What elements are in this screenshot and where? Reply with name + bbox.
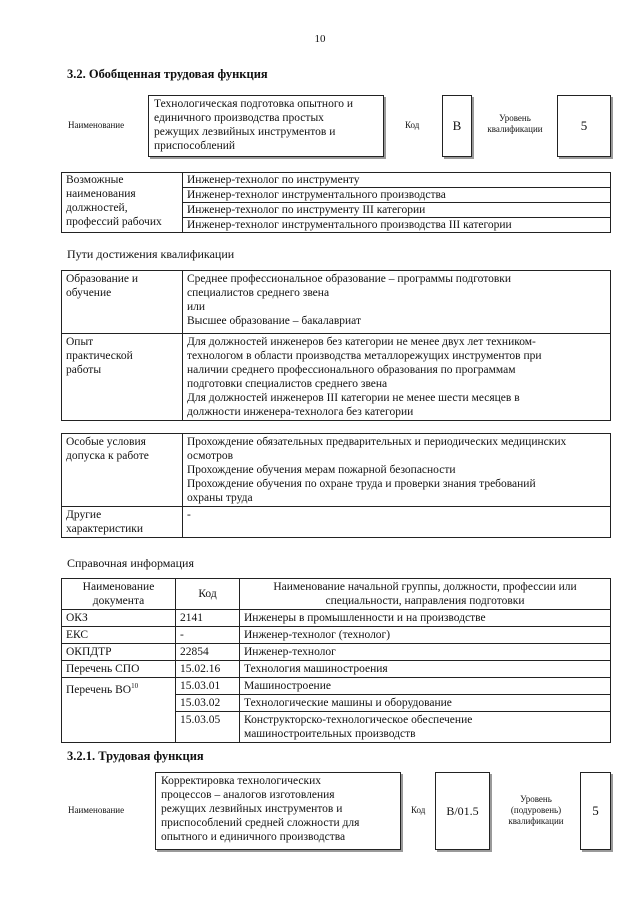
subsection-name-line: процессов – аналогов изготовления — [161, 789, 335, 801]
level-label-line: квалификации — [487, 124, 543, 134]
subsection-name-line: приспособлений средней сложности для — [161, 817, 360, 829]
ref-name: Машиностроение — [240, 678, 611, 695]
ref-name-line: машиностроительных производств — [244, 728, 416, 740]
education-line: или — [187, 301, 206, 313]
positions-label-line: Возможные — [66, 174, 124, 186]
subsection-level-line: Уровень — [520, 794, 552, 804]
education-value — [183, 271, 611, 334]
subsection-code-label: Код — [411, 805, 426, 815]
experience-label-line: работы — [66, 364, 102, 376]
position-item: Инженер-технолог по инструменту — [183, 173, 610, 188]
ref-code: 22854 — [176, 644, 240, 661]
special-conditions-label — [62, 434, 183, 507]
special-line: осмотров — [187, 450, 234, 462]
other-characteristics-label — [62, 507, 183, 538]
reference-table — [61, 578, 611, 743]
table-row — [62, 644, 611, 661]
ref-name: Инженеры в промышленности и на производстве — [240, 610, 611, 627]
positions-label-line: профессий рабочих — [66, 216, 162, 228]
experience-line: подготовки специалистов среднего звена — [187, 378, 388, 390]
ref-code: 15.02.16 — [176, 661, 240, 678]
education-line: специалистов среднего звена — [187, 287, 330, 299]
subsection-name-box — [155, 772, 401, 850]
ref-name: Инженер-технолог (технолог) — [240, 627, 611, 644]
vo-doc-text: Перечень ВО — [66, 683, 132, 696]
positions-label-line: наименования — [66, 188, 136, 200]
subsection-level-line: (подуровень) — [510, 805, 562, 815]
reference-header-code: Код — [176, 579, 240, 610]
subsection-code-value: B/01.5 — [435, 772, 490, 850]
special-line: Прохождение обучения мерам пожарной безопасности — [187, 464, 456, 476]
experience-line: должности инженера-технолога без категории — [187, 406, 414, 418]
special-label-line: допуска к работе — [66, 450, 149, 462]
subsection-name-line: режущих лезвийных инструментов и — [161, 803, 343, 815]
position-item: Инженер-технолог по инструменту III категории — [183, 203, 610, 218]
page-number: 10 — [314, 33, 326, 45]
experience-label-line: Опыт — [66, 336, 94, 348]
paths-title: Пути достижения квалификации — [67, 247, 235, 261]
function-name-line: Технологическая подготовка опытного и — [154, 98, 354, 110]
ref-doc: ЕКС — [62, 627, 176, 644]
experience-line: технологом в области производства металлорежущих инструментов при — [187, 350, 542, 362]
ref-name: Технологические машины и оборудование — [240, 695, 611, 712]
subsection-name-label: Наименование — [68, 805, 125, 815]
level-label-line: Уровень — [499, 113, 531, 123]
subsection-level-label — [496, 794, 576, 827]
special-line: Прохождение обучения по охране труда и проверки знания требований — [187, 478, 536, 490]
ref-code: 15.03.01 — [176, 678, 240, 695]
header-doc-line: Наименование — [82, 581, 155, 593]
experience-label-line: практической — [66, 350, 133, 362]
education-label-line: Образование и — [66, 273, 139, 285]
table-row — [62, 678, 611, 695]
ref-name-line: Конструкторско-технологическое обеспечение — [244, 714, 473, 726]
ref-code: 15.03.02 — [176, 695, 240, 712]
ref-doc: ОКЗ — [62, 610, 176, 627]
ref-doc: Перечень СПО — [62, 661, 176, 678]
reference-title: Справочная информация — [67, 556, 194, 570]
experience-line: Для должностей инженеров без категории не менее двух лет техником- — [187, 336, 536, 348]
level-value: 5 — [557, 95, 611, 157]
paths-table — [61, 270, 611, 421]
conditions-table — [61, 433, 611, 538]
other-label-line: Другие — [66, 509, 102, 521]
function-name-line: единичного производства простых — [154, 112, 324, 124]
level-label — [478, 113, 552, 135]
code-value: B — [442, 95, 472, 157]
table-row — [62, 661, 611, 678]
ref-name: Инженер-технолог — [240, 644, 611, 661]
section-title: 3.2. Обобщенная трудовая функция — [67, 67, 268, 81]
ref-name — [240, 712, 611, 743]
ref-name: Технология машиностроения — [240, 661, 611, 678]
experience-value — [183, 334, 611, 421]
header-doc-line: документа — [92, 595, 145, 607]
header-name-line: Наименование начальной группы, должности, профессии или — [273, 581, 577, 593]
table-row — [62, 610, 611, 627]
other-characteristics-value: - — [183, 507, 611, 538]
ref-doc-vo — [62, 678, 176, 743]
reference-header-doc — [62, 579, 176, 610]
education-label — [62, 271, 183, 334]
ref-code: - — [176, 627, 240, 644]
experience-label — [62, 334, 183, 421]
education-line: Среднее профессиональное образование – программы подготовки — [187, 273, 512, 285]
subsection-name-line: Корректировка технологических — [161, 775, 322, 787]
special-label-line: Особые условия — [66, 436, 146, 448]
position-item: Инженер-технолог инструментального производства III категории — [187, 219, 512, 231]
code-label: Код — [405, 120, 420, 130]
subsection-name-line: опытного и единичного производства — [161, 831, 346, 843]
positions-list — [183, 173, 611, 233]
special-line: Прохождение обязательных предварительных и периодических медицинских — [187, 436, 567, 448]
ref-code: 2141 — [176, 610, 240, 627]
subsection-level-line: квалификации — [508, 816, 564, 826]
special-line: охраны труда — [187, 492, 253, 504]
table-row — [62, 627, 611, 644]
vo-footnote-mark: 10 — [131, 682, 139, 690]
subsection-level-value: 5 — [580, 772, 611, 850]
position-item: Инженер-технолог инструментального производства — [183, 188, 610, 203]
header-name-line: специальности, направления подготовки — [325, 595, 525, 607]
name-label: Наименование — [68, 120, 125, 130]
function-name-line: режущих лезвийных инструментов и — [154, 126, 336, 138]
positions-label-line: должностей, — [66, 202, 128, 214]
positions-table — [61, 172, 611, 233]
ref-code: 15.03.05 — [176, 712, 240, 743]
education-line: Высшее образование – бакалавриат — [187, 315, 361, 327]
special-conditions-value — [183, 434, 611, 507]
function-name-box — [148, 95, 384, 157]
function-name-line: приспособлений — [154, 140, 236, 152]
experience-line: наличии среднего профессионального образования по программам — [187, 364, 516, 376]
subsection-title: 3.2.1. Трудовая функция — [67, 749, 204, 763]
ref-doc: ОКПДТР — [62, 644, 176, 661]
education-label-line: обучение — [66, 287, 112, 299]
positions-label — [62, 173, 183, 233]
other-label-line: характеристики — [66, 523, 144, 535]
experience-line: Для должностей инженеров III категории не менее шести месяцев в — [187, 392, 520, 404]
reference-header-name — [240, 579, 611, 610]
